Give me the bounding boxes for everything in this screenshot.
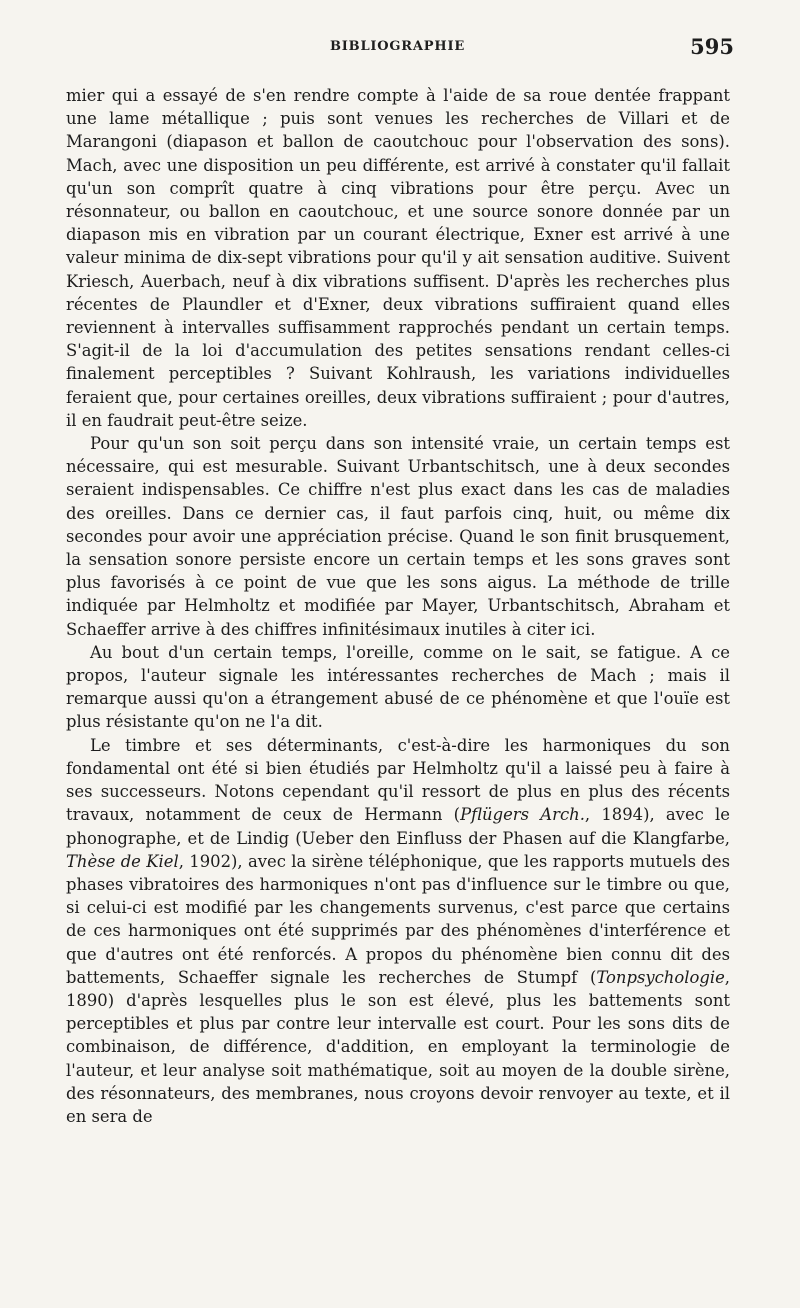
citation-these-de-kiel: Thèse de Kiel — [66, 851, 179, 871]
paragraph-1-text: mier qui a essayé de s'en rendre compte à l'aide de sa roue dentée frappant une lame métallique ; puis sont venues les recherches de Villari et de Marangoni (diapason et ballon de caoutchouc pour l'observation des sons). Mach, avec une disposition un peu différente, est arrivé à constater qu'il fallait qu'un son comprît quatre à cinq vibrations pour être perçu. Avec un résonnateur, ou ballon en caoutchouc, et une source sonore donnée par un diapason mis en vibration par un courant électrique, Exner est arrivé à une valeur minima de dix-sept vibrations pour qu'il y ait sensation auditive. Suivent Kriesch, Auerbach, neuf à dix vibrations suffisent. D'après les recherches plus récentes de Plaundler et d'Exner, deux vibrations suffiraient quand elles reviennent à intervalles suffisamment rapprochés pendant un certain temps. S'agit-il de la loi d'accumulation des petites sensations rendant celles-ci finalement perceptibles ? Suivant Kohlraush, les variations individuelles feraient que, pour certaines oreilles, deux vibrations suffiraient ; pour d'autres, il en faudrait peut-être seize. — [66, 86, 730, 430]
running-header — [60, 36, 740, 60]
page-number: 595 — [690, 34, 734, 59]
paragraph-4-text-c: , 1902), avec la sirène téléphonique, que les rapports mutuels des phases vibratoires des harmoniques n'ont pas d'influence sur le timbre ou que, si celui-ci est modifié par les changements survenus, c'est parce que certains de ces harmoniques ont été supprimés par des phénomènes d'interférence et que d'autres ont été renforcés. A propos du phénomène bien connu dit des battements, Schaeffer signale les recherches de Stumpf ( — [66, 851, 730, 987]
citation-tonpsychologie: Tonpsychologie — [596, 967, 725, 987]
paragraph-2-text: Pour qu'un son soit perçu dans son intensité vraie, un certain temps est nécessaire, qui est mesurable. Suivant Urbantschitsch, une à deux secondes seraient indispensables. Ce chiffre n'est plus exact dans les cas de maladies des oreilles. Dans ce dernier cas, il faut parfois cinq, huit, ou même dix secondes pour avoir une appréciation précise. Quand le son finit brusquement, la sensation sonore persiste encore un certain temps et les sons graves sont plus favorisés à ce point de vue que les sons aigus. La méthode de trille indiquée par Helmholtz et modifiée par Mayer, Urbantschitsch, Abraham et Schaeffer arrive à des chiffres infinitésimaux inutiles à citer ici. — [66, 434, 730, 639]
paragraph-1 — [66, 84, 730, 432]
paragraph-3 — [66, 641, 730, 734]
paragraph-3-text: Au bout d'un certain temps, l'oreille, comme on le sait, se fatigue. A ce propos, l'auteur signale les intéressantes recherches de Mach ; mais il remarque aussi qu'on a étrangement abusé de ce phénomène et que l'ouïe est plus résistante qu'on ne l'a dit. — [66, 642, 730, 732]
running-header-title: BIBLIOGRAPHIE — [330, 39, 466, 54]
paragraph-4-text-d: , 1890) d'après lesquelles plus le son est élevé, plus les battements sont perceptibles et plus par contre leur intervalle est court. Pour les sons dits de combinaison, de différence, d'addition, en employant la terminologie de l'auteur, et leur analyse soit mathématique, soit au moyen de la double sirène, des résonnateurs, des membranes, nous croyons devoir renvoyer au texte, et il en sera de — [66, 967, 730, 1126]
paragraph-2 — [66, 432, 730, 641]
body-text — [66, 84, 730, 1128]
paragraph-4 — [66, 734, 730, 1128]
paragraph-4-text-b: , 1894), avec le phonographe, et de Lindig (Ueber den Einfluss der Phasen auf die Klangfarbe, — [66, 805, 730, 848]
citation-pfluegers-arch: Pflügers Arch. — [460, 805, 585, 825]
paragraph-4-text-a: Le timbre et ses déterminants, c'est-à-dire les harmoniques du son fondamental ont été si bien étudiés par Helmholtz qu'il a laissé peu à faire à ses successeurs. Notons cependant qu'il ressort de plus en plus des récents travaux, notamment de ceux de Hermann ( — [66, 735, 730, 825]
